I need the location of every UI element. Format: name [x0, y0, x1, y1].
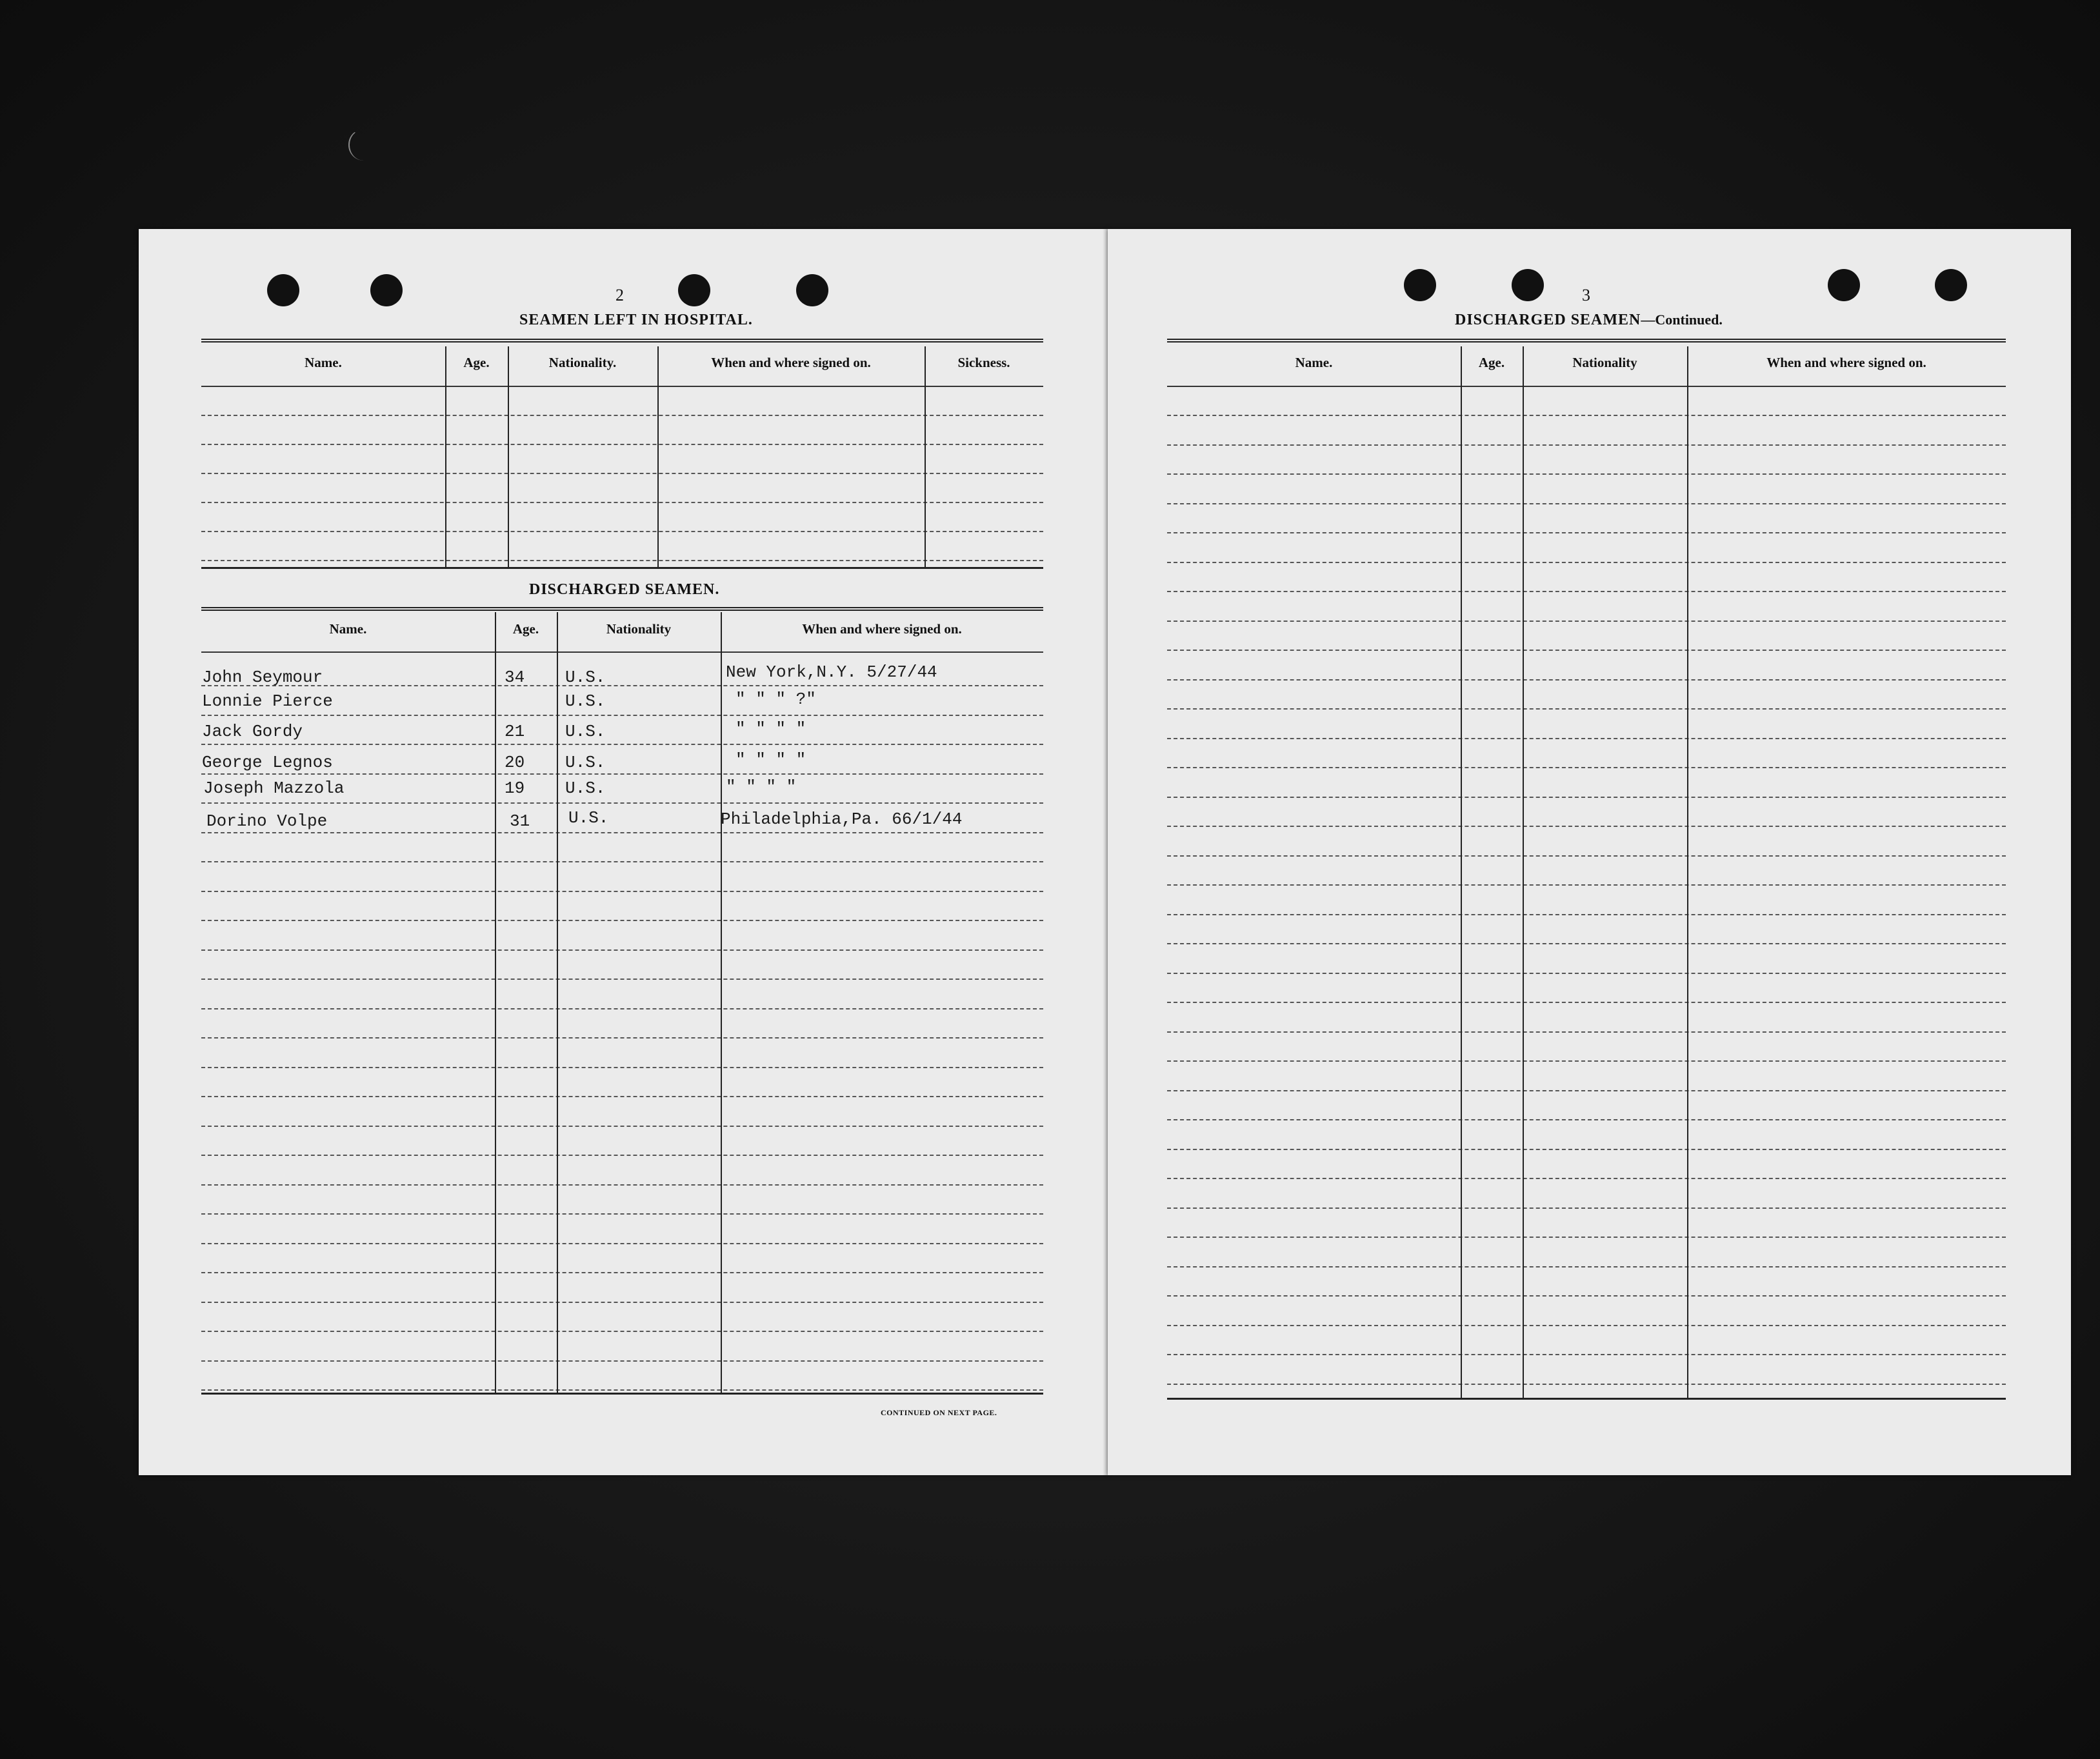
ruled-line — [1167, 1149, 2006, 1150]
discharged-bottom-rule — [201, 1393, 1043, 1395]
ruled-line — [1167, 767, 2006, 768]
ruled-line — [1167, 738, 2006, 739]
hospital-row-line — [201, 415, 1043, 416]
hospital-row-line — [201, 444, 1043, 445]
continued-note: CONTINUED ON NEXT PAGE. — [881, 1408, 997, 1417]
hospital-bottom-rule — [201, 567, 1043, 569]
ruled-line — [1167, 621, 2006, 622]
ruled-line — [1167, 1178, 2006, 1179]
ruled-line — [201, 979, 1043, 980]
discharged-col-age: Age. — [512, 621, 539, 637]
discharged-col-divider — [557, 612, 558, 1393]
ruled-line — [1167, 914, 2006, 915]
ruled-line — [201, 891, 1043, 892]
ruled-line — [201, 1037, 1043, 1039]
ruled-line — [201, 1155, 1043, 1156]
ruled-line — [201, 715, 1043, 716]
ruled-line — [201, 1213, 1043, 1215]
ruled-line — [201, 832, 1043, 833]
discharged-section-title: DISCHARGED SEAMEN. — [529, 581, 720, 598]
ruled-line — [1167, 973, 2006, 974]
ruled-line — [201, 1243, 1043, 1244]
punch-hole — [1935, 269, 1967, 301]
ruled-line — [201, 949, 1043, 951]
ruled-line — [1167, 1295, 2006, 1297]
ruled-line — [1167, 1354, 2006, 1355]
ruled-line — [1167, 415, 2006, 416]
hospital-col-nationality: Nationality. — [548, 355, 617, 370]
ruled-line — [1167, 1119, 2006, 1120]
right-col-name: Name. — [1295, 355, 1333, 370]
punch-hole — [1828, 269, 1860, 301]
left-page — [139, 229, 1108, 1475]
seaman-signed-on: " " " " — [735, 719, 806, 739]
ruled-line — [201, 1184, 1043, 1186]
ruled-line — [1167, 650, 2006, 651]
seaman-name: Lonnie Pierce — [202, 691, 333, 711]
ruled-line — [1167, 826, 2006, 827]
hospital-header-rule — [201, 386, 1043, 387]
ruled-line — [201, 1126, 1043, 1127]
seaman-signed-on: " " " ?" — [735, 690, 816, 709]
right-col-age: Age. — [1478, 355, 1505, 370]
ruled-line — [1167, 1384, 2006, 1385]
ruled-line — [1167, 1325, 2006, 1326]
seaman-age: 34 — [505, 668, 525, 687]
ruled-line — [1167, 503, 2006, 504]
hospital-row-line — [201, 531, 1043, 532]
seaman-nationality: U.S. — [565, 722, 606, 741]
ruled-line — [201, 685, 1043, 686]
title-suffix: —Continued. — [1641, 312, 1723, 328]
ruled-line — [201, 1302, 1043, 1303]
discharged-col-signed-on: When and where signed on. — [802, 621, 962, 637]
discharged-top-rule — [201, 607, 1043, 611]
seaman-name: George Legnos — [202, 753, 333, 772]
seaman-nationality: U.S. — [565, 691, 606, 711]
ruled-line — [1167, 1002, 2006, 1003]
hospital-col-sickness: Sickness. — [957, 355, 1010, 370]
ruled-line — [1167, 943, 2006, 944]
punch-hole — [1404, 269, 1436, 301]
seaman-age: 20 — [505, 753, 525, 772]
hospital-col-divider — [925, 346, 926, 567]
hospital-section-title: SEAMEN LEFT IN HOSPITAL. — [519, 312, 753, 328]
ruled-line — [201, 802, 1043, 804]
seaman-age: 19 — [505, 779, 525, 798]
hospital-row-line — [201, 502, 1043, 503]
right-header-rule — [1167, 386, 2006, 387]
page-number: 3 — [1582, 286, 1590, 304]
ruled-line — [201, 1360, 1043, 1362]
ruled-line — [201, 744, 1043, 745]
ruled-line — [1167, 884, 2006, 886]
hospital-row-line — [201, 560, 1043, 561]
seaman-nationality: U.S. — [565, 753, 606, 772]
ruled-line — [1167, 444, 2006, 446]
discharged-col-name: Name. — [329, 621, 367, 637]
seaman-signed-on: " " " " — [735, 750, 806, 770]
discharged-continued-title — [1455, 312, 1723, 329]
hospital-col-age: Age. — [463, 355, 490, 370]
ruled-line — [201, 1272, 1043, 1273]
seaman-age: 31 — [510, 811, 530, 831]
ruled-line — [201, 861, 1043, 862]
seaman-name: John Seymour — [202, 668, 323, 687]
hospital-top-rule — [201, 339, 1043, 343]
hospital-row-line — [201, 473, 1043, 474]
seaman-signed-on: New York,N.Y. 5/27/44 — [726, 662, 937, 682]
page-number: 2 — [615, 286, 624, 304]
ruled-line — [1167, 797, 2006, 798]
right-page — [1108, 229, 2071, 1475]
right-col-divider — [1523, 346, 1524, 1398]
hospital-col-divider — [657, 346, 659, 567]
seaman-name: Dorino Volpe — [206, 811, 328, 831]
hospital-col-divider — [508, 346, 509, 567]
discharged-header-rule — [201, 651, 1043, 653]
seaman-nationality: U.S. — [565, 779, 606, 798]
seaman-signed-on: Philadelphia,Pa. 66/1/44 — [721, 810, 963, 829]
right-top-rule — [1167, 339, 2006, 343]
ruled-line — [1167, 855, 2006, 857]
seaman-name: Jack Gordy — [202, 722, 303, 741]
seaman-name: Joseph Mazzola — [203, 779, 345, 798]
hospital-col-signed-on: When and where signed on. — [711, 355, 871, 370]
ruled-line — [1167, 679, 2006, 681]
ruled-line — [1167, 1090, 2006, 1091]
right-col-divider — [1687, 346, 1688, 1398]
ruled-line — [1167, 473, 2006, 475]
seaman-signed-on: " " " " — [726, 777, 797, 797]
discharged-col-nationality: Nationality — [606, 621, 672, 637]
right-col-nationality: Nationality — [1572, 355, 1637, 370]
punch-hole — [1512, 269, 1544, 301]
ruled-line — [1167, 532, 2006, 533]
ruled-line — [201, 1389, 1043, 1391]
ruled-line — [1167, 591, 2006, 592]
ruled-line — [201, 773, 1043, 775]
ruled-line — [201, 1067, 1043, 1068]
ruled-line — [1167, 1031, 2006, 1033]
hospital-col-name: Name. — [305, 355, 342, 370]
ruled-line — [201, 920, 1043, 921]
seaman-age: 21 — [505, 722, 525, 741]
right-bottom-rule — [1167, 1398, 2006, 1400]
title-main: DISCHARGED SEAMEN — [1455, 312, 1641, 328]
ruled-line — [1167, 1237, 2006, 1238]
ruled-line — [201, 1331, 1043, 1332]
ruled-line — [1167, 708, 2006, 710]
right-col-divider — [1461, 346, 1462, 1398]
hospital-col-divider — [445, 346, 446, 567]
ruled-line — [201, 1096, 1043, 1097]
seaman-nationality: U.S. — [568, 808, 609, 828]
ruled-line — [201, 1008, 1043, 1009]
right-col-signed-on: When and where signed on. — [1766, 355, 1926, 370]
punch-hole — [796, 274, 828, 306]
punch-hole — [678, 274, 710, 306]
ruled-line — [1167, 1207, 2006, 1209]
discharged-col-divider — [495, 612, 496, 1393]
ruled-line — [1167, 1266, 2006, 1267]
ruled-line — [1167, 562, 2006, 563]
punch-hole — [267, 274, 299, 306]
seaman-nationality: U.S. — [565, 668, 606, 687]
ruled-line — [1167, 1060, 2006, 1062]
punch-hole — [370, 274, 403, 306]
discharged-col-divider — [721, 612, 722, 1393]
